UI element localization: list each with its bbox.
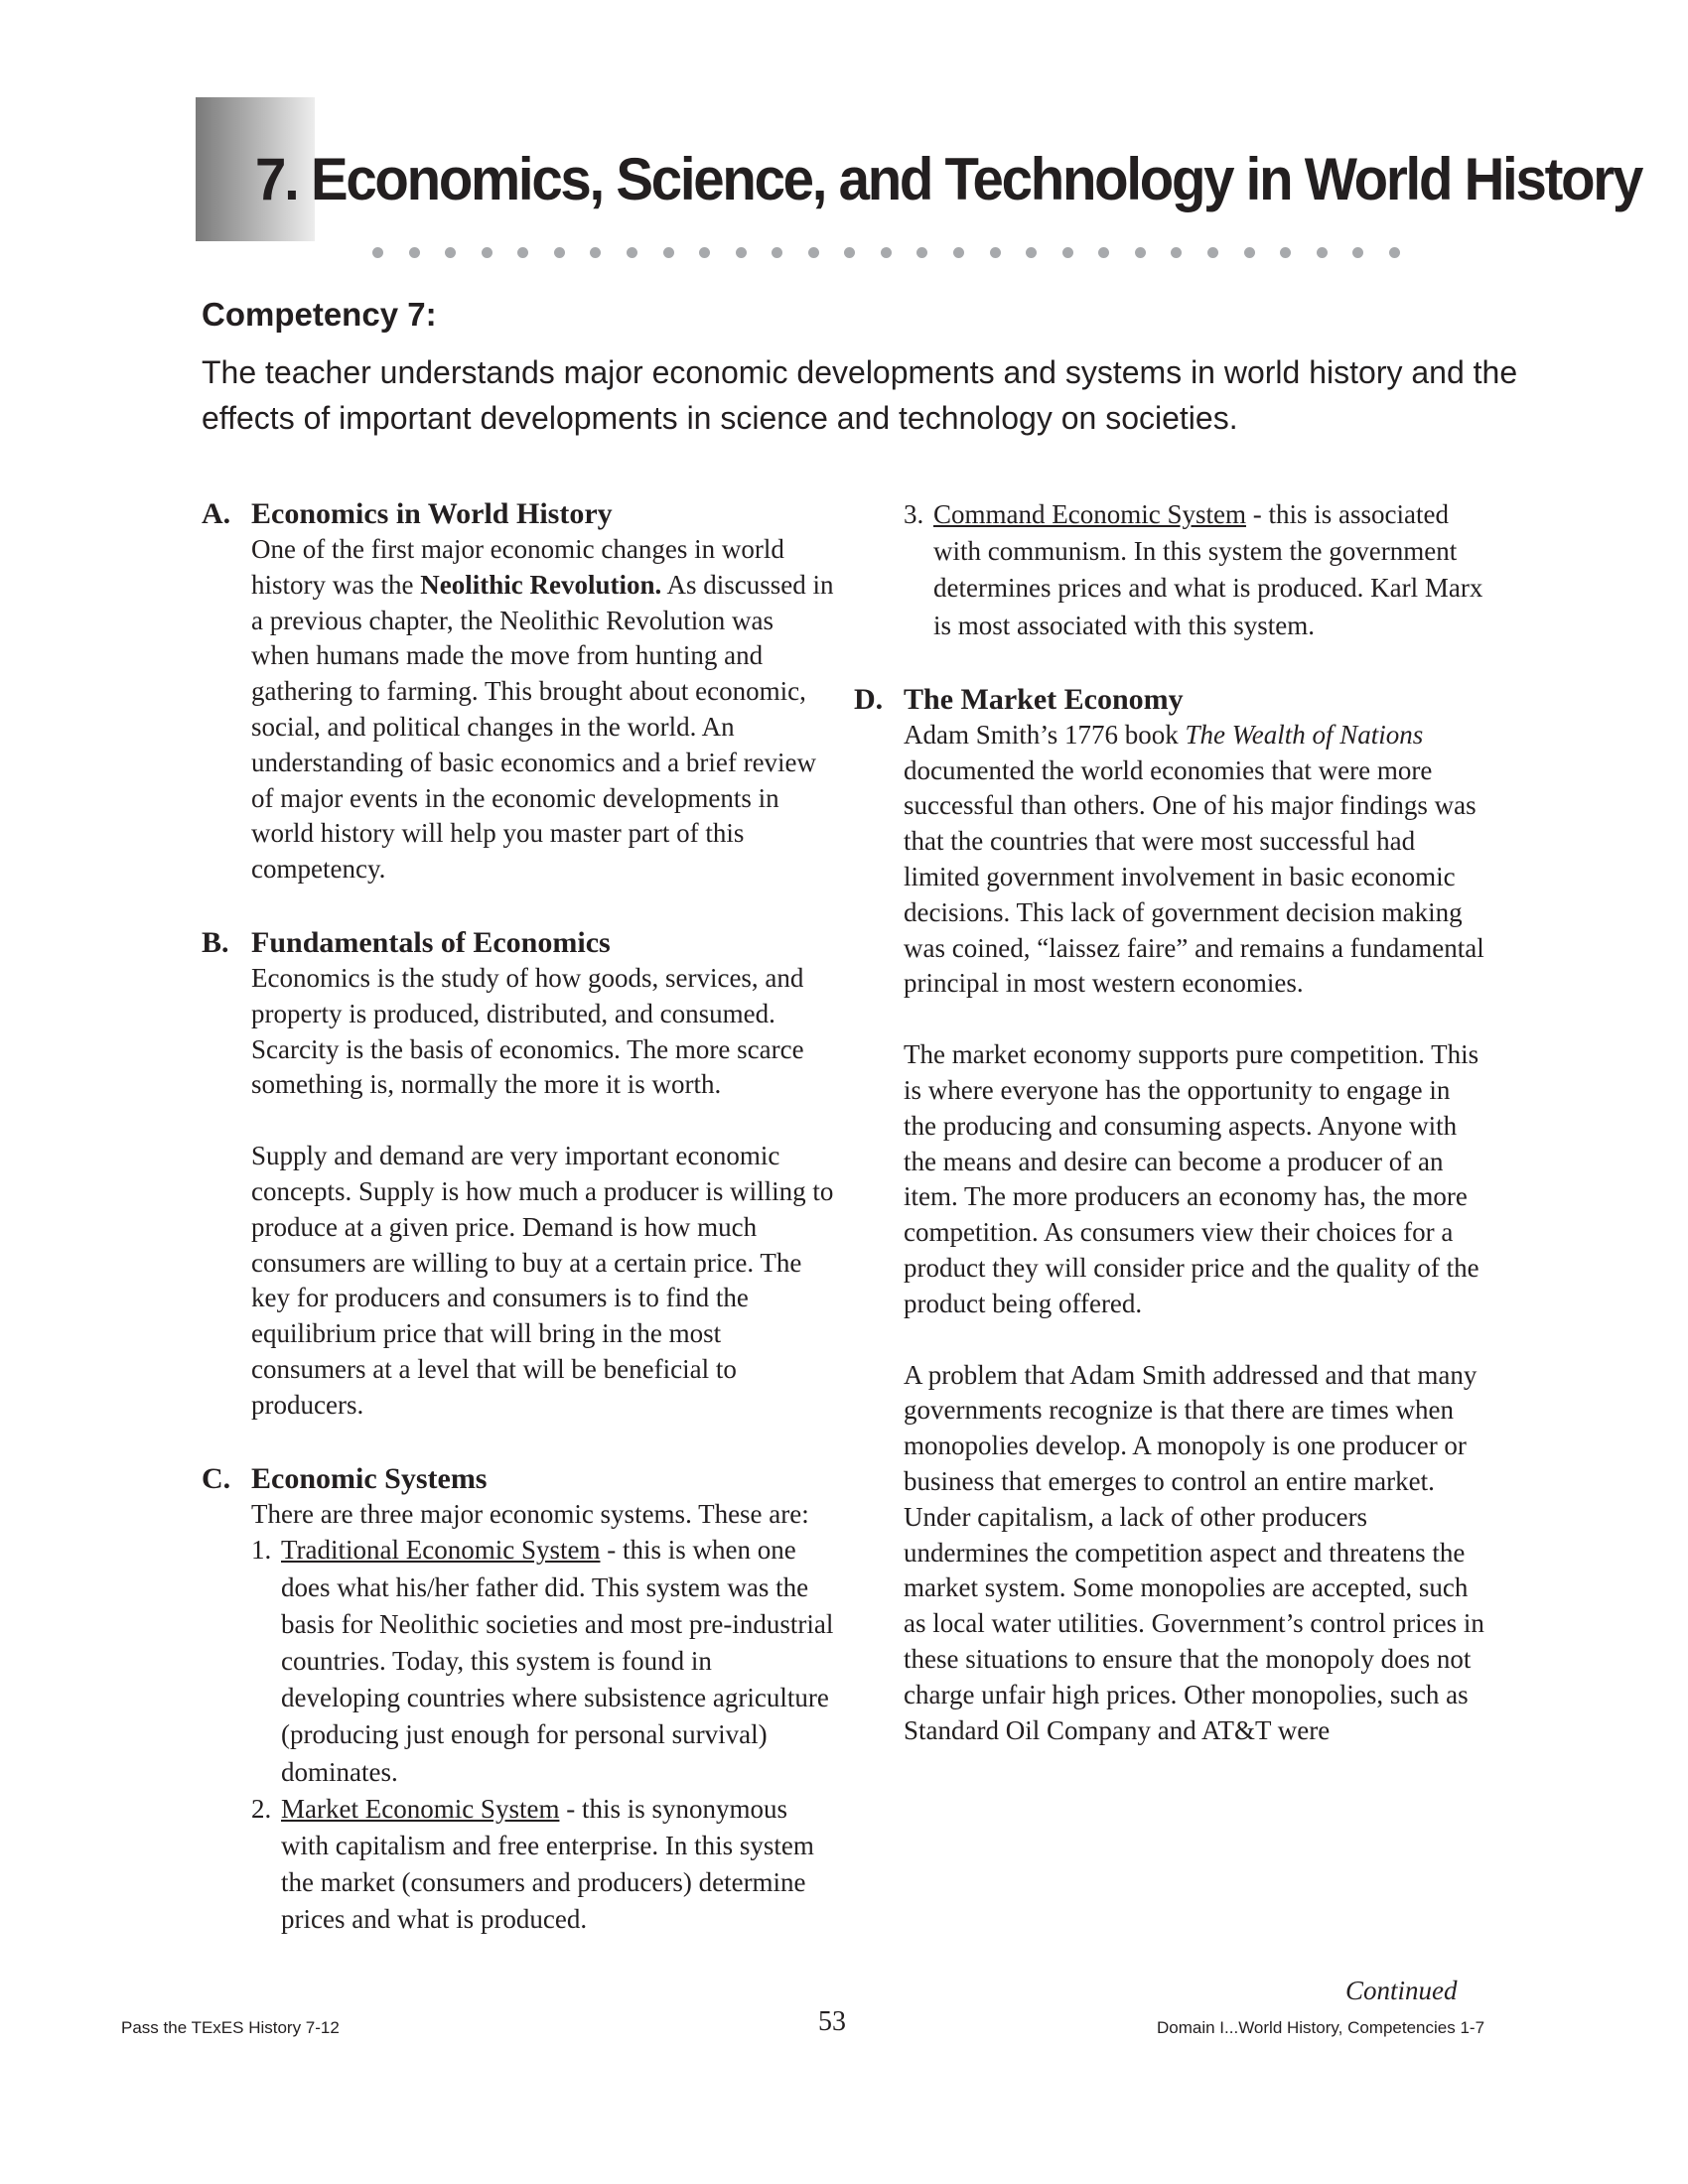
chapter-header (196, 97, 1642, 241)
list-text: - this is associated with communism. In this system the government determines prices and what is produced. Karl Marx is most associated with this system. (933, 499, 1483, 640)
divider-dot (1062, 247, 1073, 258)
right-column (854, 496, 1489, 1748)
divider-dot (808, 247, 819, 258)
divider-dot (663, 247, 674, 258)
divider-dot (590, 247, 601, 258)
text-run: documented the world economies that were more successful than others. One of his major findings was that the countries that were most successful had limited government involvement in basic economic decisions. This lack of government decision making was coined, “laissez faire” and remains a fundamental principal in most western economies. (904, 754, 1484, 999)
left-column (202, 496, 837, 1939)
divider-dot (1098, 247, 1109, 258)
section-d (854, 682, 1489, 1749)
text-run: Adam Smith’s 1776 book (904, 719, 1186, 750)
divider-dot (409, 247, 420, 258)
text-run: As discussed in a previous chapter, the Neolithic Revolution was when humans made the move from hunting and gathering to farming. This brought about economic, social, and political changes in the world. An understanding of basic economics and a brief review of major events in the economic developments in world history will help you master part of this competency. (251, 569, 834, 885)
competency-label: Competency 7: (202, 296, 437, 333)
section-paragraph (904, 718, 1489, 1002)
section-title: Economic Systems (251, 1461, 488, 1495)
divider-dot (881, 247, 892, 258)
section-a (202, 496, 837, 887)
section-paragraph: The market economy supports pure competition. This is where everyone has the opportunity to engage in the producing and consuming aspects. Anyone with the means and desire can become a producer of an item. The more producers an economy has, the more competition. As consumers view their choices for a product they will consider price and the quality of the product being offered. (904, 1039, 1479, 1318)
bold-term: Neolithic Revolution. (420, 569, 662, 600)
section-paragraph: Economics is the study of how goods, services, and property is produced, distributed, and consumed. Scarcity is the basis of economics. The more scarce something is, normally the more it is worth. (251, 962, 804, 1100)
divider-dot (1389, 247, 1400, 258)
section-c (202, 1461, 837, 1939)
divider-dot (953, 247, 964, 258)
list-term: Traditional Economic System (281, 1535, 601, 1566)
divider-dot (1171, 247, 1182, 258)
divider-dot (916, 247, 927, 258)
section-paragraph: A problem that Adam Smith addressed and that many governments recognize is that there are times when monopolies develop. A monopoly is one producer or business that emerges to control an entire market. Under capitalism, a lack of other producers undermines the competition aspect and threatens the market system. Some monopolies are accepted, such as local water utilities. Government’s control prices in these situations to ensure that the monopoly does not charge unfair high prices. Other monopolies, such as Standard Oil Company and AT&T were (904, 1359, 1484, 1745)
divider-dot (627, 247, 637, 258)
list-item (251, 1791, 837, 1939)
chapter-title-text: Economics, Science, and Technology in World History (310, 146, 1642, 212)
list-number: 1. (251, 1535, 272, 1566)
divider-dot (736, 247, 747, 258)
divider-dot (1317, 247, 1328, 258)
dotted-divider (372, 244, 1400, 260)
text-run: One of the first major economic changes in world history was the (251, 534, 784, 600)
section-letter: B. (202, 925, 229, 959)
divider-dot (699, 247, 710, 258)
list-term: Market Economic System (281, 1793, 560, 1824)
section-paragraph: Supply and demand are very important economic concepts. Supply is how much a producer is willing to produce at a given price. Demand is how much consumers are willing to buy at a certain price. The key for producers and consumers is to find the equilibrium price that will bring in the most consumers at a level that will be beneficial to producers. (251, 1141, 834, 1420)
list-number: 3. (904, 499, 924, 529)
continued-label: Continued (1345, 1976, 1458, 2005)
section-paragraph (251, 532, 837, 887)
divider-dot (772, 247, 782, 258)
chapter-title (255, 145, 1641, 214)
list-item (904, 496, 1489, 644)
list-number: 2. (251, 1793, 272, 1824)
divider-dot (844, 247, 855, 258)
divider-dot (517, 247, 528, 258)
economic-systems-list (251, 1532, 837, 1938)
divider-dot (1135, 247, 1146, 258)
divider-dot (1244, 247, 1255, 258)
list-term: Command Economic System (933, 499, 1246, 529)
footer-domain: Domain I...World History, Competencies 1-7 (1157, 2018, 1485, 2037)
chapter-number: 7. (255, 146, 298, 212)
list-text: - this is when one does what his/her father did. This system was the basis for Neolithic societies and most pre-industrial countries. Today, this system is found in developing countries where subsistence agriculture (producing just enough for personal survival) dominates. (281, 1535, 834, 1787)
divider-dot (554, 247, 565, 258)
divider-dot (445, 247, 456, 258)
section-b (202, 925, 837, 1424)
divider-dot (1280, 247, 1291, 258)
divider-dot (372, 247, 383, 258)
section-title: The Market Economy (904, 682, 1184, 716)
divider-dot (990, 247, 1001, 258)
section-paragraph: There are three major economic systems. These are: (251, 1498, 809, 1529)
divider-dot (1352, 247, 1363, 258)
section-letter: C. (202, 1461, 231, 1495)
list-text: - this is synonymous with capitalism and free enterprise. In this system the market (consumers and producers) determine prices and what is produced. (281, 1793, 814, 1935)
list-item (251, 1532, 837, 1790)
section-letter: D. (854, 682, 884, 716)
section-title: Economics in World History (251, 497, 613, 530)
competency-description: The teacher understands major economic developments and systems in world history and the effects of important developments in science and technology on societies. (202, 354, 1518, 436)
economic-systems-list-continued (904, 496, 1489, 644)
divider-dot (1026, 247, 1037, 258)
divider-dot (482, 247, 492, 258)
section-title: Fundamentals of Economics (251, 925, 611, 959)
footer-book-title: Pass the TExES History 7-12 (121, 2018, 340, 2037)
book-title: The Wealth of Nations (1185, 719, 1424, 750)
section-c-continued (854, 496, 1489, 644)
page-number: 53 (818, 2006, 846, 2037)
divider-dot (1207, 247, 1218, 258)
section-letter: A. (202, 497, 231, 530)
